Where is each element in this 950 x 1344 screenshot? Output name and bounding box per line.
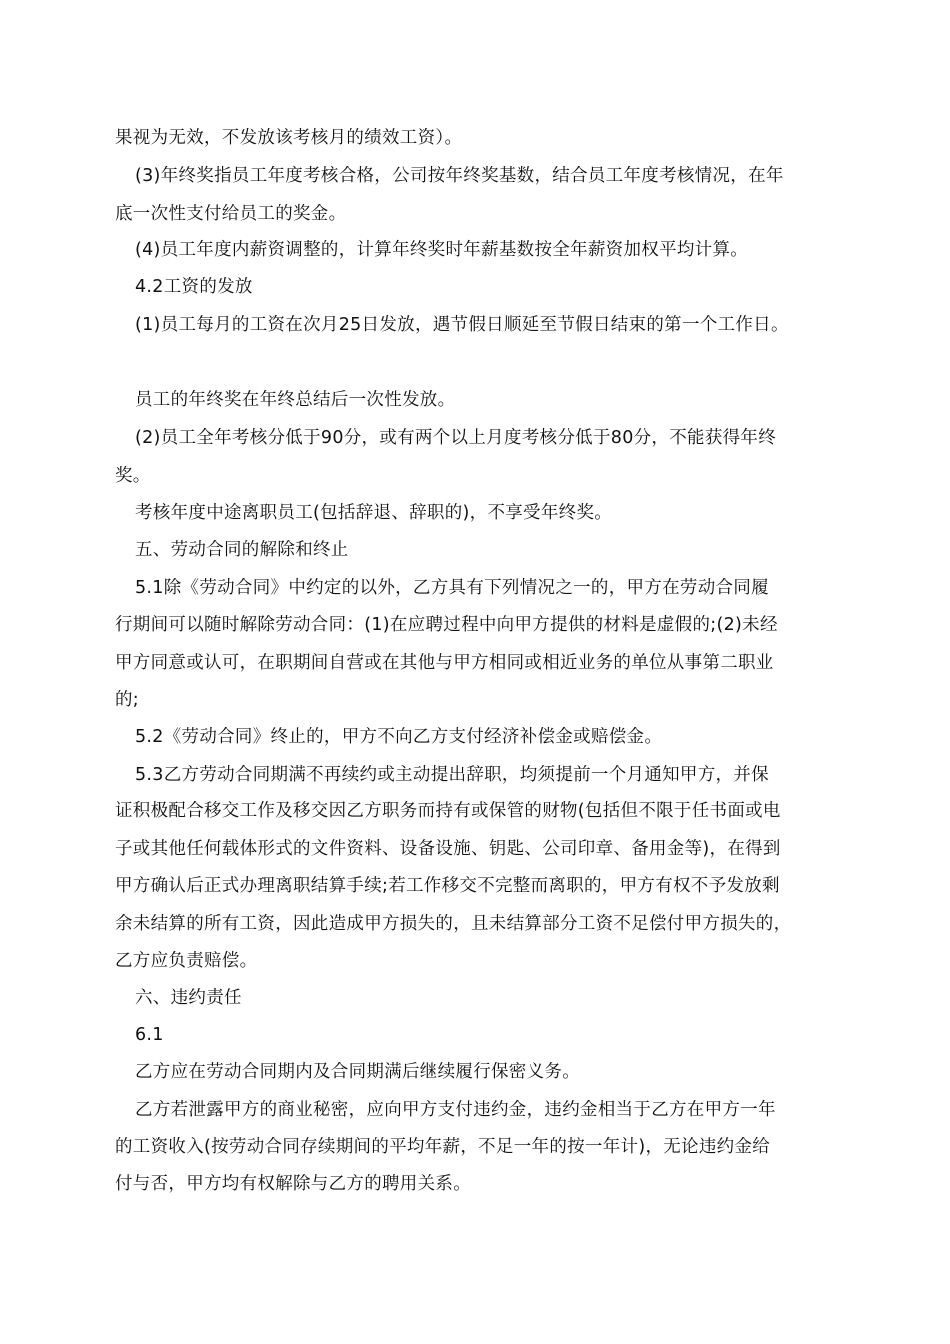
- text-line: 考核年度中途离职员工(包括辞退、辞职的)，不享受年终奖。: [135, 503, 613, 523]
- section-heading: 六、违约责任: [135, 988, 242, 1008]
- text-line: (2)员工全年考核分低于90分，或有两个以上月度考核分低于80分，不能获得年终: [135, 428, 777, 448]
- text-line: 甲方同意或认可，在职期间自营或在其他与甲方相同或相近业务的单位从事第二职业: [115, 653, 774, 673]
- text-line: 余未结算的所有工资，因此造成甲方损失的，且未结算部分工资不足偿付甲方损失的，: [115, 914, 792, 934]
- text-line: 付与否，甲方均有权解除与乙方的聘用关系。: [115, 1174, 471, 1194]
- text-line: 的工资收入(按劳动合同存续期间的平均年薪，不足一年的按一年计)，无论违约金给: [115, 1137, 771, 1157]
- text-line: 底一次性支付给员工的奖金。: [115, 204, 347, 224]
- text-line: 甲方确认后正式办理离职结算手续;若工作移交不完整而离职的，甲方有权不予发放剩: [115, 876, 780, 896]
- section-heading: 五、劳动合同的解除和终止: [135, 540, 349, 560]
- text-line: 乙方应在劳动合同期内及合同期满后继续履行保密义务。: [135, 1062, 580, 1082]
- text-line: 乙方应负责赔偿。: [115, 951, 258, 971]
- text-line: 行期间可以随时解除劳动合同：(1)在应聘过程中向甲方提供的材料是虚假的;(2)未经: [115, 615, 778, 635]
- text-line: (1)员工每月的工资在次月25日发放，遇节假日顺延至节假日结束的第一个工作日。: [135, 315, 789, 335]
- text-line: 奖。: [115, 466, 151, 486]
- text-line: 的;: [115, 690, 139, 710]
- text-line: (4)员工年度内薪资调整的，计算年终奖时年薪基数按全年薪资加权平均计算。: [135, 240, 749, 260]
- text-line: 乙方若泄露甲方的商业秘密，应向甲方支付违约金，违约金相当于乙方在甲方一年: [135, 1100, 776, 1120]
- section-heading: 4.2工资的发放: [135, 277, 253, 297]
- text-line: 5.2《劳动合同》终止的，甲方不向乙方支付经济补偿金或赔偿金。: [135, 727, 663, 747]
- text-line: 员工的年终奖在年终总结后一次性发放。: [135, 390, 456, 410]
- text-line: 果视为无效，不发放该考核月的绩效工资）。: [115, 128, 463, 148]
- section-number: 6.1: [135, 1025, 164, 1045]
- text-line: (3)年终奖指员工年度考核合格，公司按年终奖基数，结合员工年度考核情况，在年: [135, 166, 784, 186]
- text-line: 子或其他任何载体形式的文件资料、设备设施、钥匙、公司印章、备用金等)，在得到: [115, 839, 781, 859]
- text-line: 证积极配合移交工作及移交因乙方职务而持有或保管的财物(包括但不限于任书面或电: [115, 801, 781, 821]
- text-line: 5.3乙方劳动合同期满不再续约或主动提出辞职，均须提前一个月通知甲方，并保: [135, 765, 769, 785]
- text-line: 5.1除《劳动合同》中约定的以外，乙方具有下列情况之一的，甲方在劳动合同履: [135, 578, 769, 598]
